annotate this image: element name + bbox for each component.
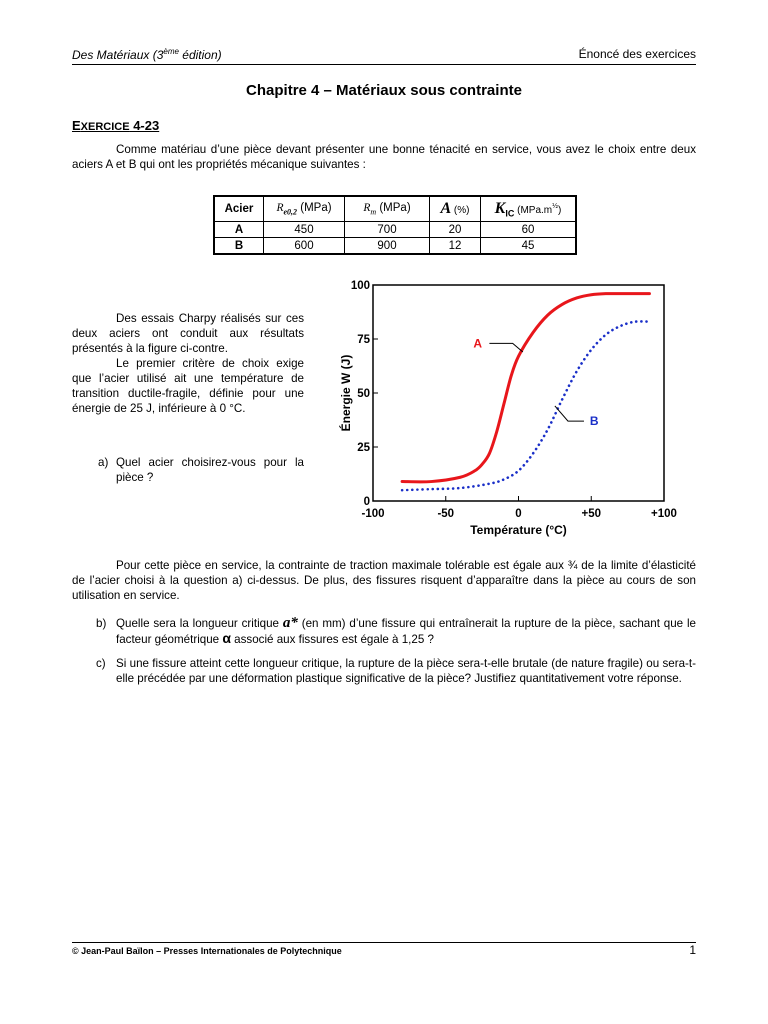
header-book-title: Des Matériaux (3ème édition)	[72, 47, 222, 62]
question-b-label: b)	[96, 617, 107, 630]
y-tick-label: 100	[350, 280, 370, 292]
service-paragraph: Pour cette pièce en service, la contrainte de traction maximale tolérable est égale aux ¾ de la limite d’élasticité de l’acier choisi à la question a) ci-dessus. De plus, des fissures risquent d’apparaître dans la pièce au cours de son utilisation en service.	[72, 559, 696, 602]
page-number: 1	[689, 943, 696, 957]
x-tick-label: 0	[515, 508, 522, 520]
x-tick-label: +100	[651, 508, 677, 520]
charpy-paragraph-2: Le premier critère de choix exige que l’acier utilisé ait une température de transition ductile-fragile, définie pour une énergie de 25 J, inférieure à 0 °C.	[72, 357, 304, 415]
question-c-label: c)	[96, 657, 106, 670]
col-header-tensile: $R_m$ (MPa)	[345, 196, 430, 222]
cell-steel: A	[214, 222, 264, 238]
cell-elongation: 12	[430, 238, 481, 255]
cell-tensile: 900	[345, 238, 430, 255]
y-tick-label: 0	[363, 496, 370, 508]
plot-frame	[373, 285, 664, 501]
y-axis-label: Énergie W (J)	[339, 354, 353, 432]
col-header-elongation: A (%)	[430, 196, 481, 222]
cell-yield: 450	[264, 222, 345, 238]
series-b-line	[402, 321, 649, 490]
cell-toughness: 60	[481, 222, 577, 238]
col-header-yield: $R_{e0,2}$ (MPa)	[264, 196, 345, 222]
x-tick-label: +50	[581, 508, 602, 520]
cell-elongation: 20	[430, 222, 481, 238]
series-b-label: B	[589, 414, 599, 429]
table-row	[214, 238, 576, 255]
intro-paragraph: Comme matériau d’une pièce devant présenter une bonne ténacité en service, vous avez le choix entre deux aciers A et B qui ont les propriétés mécanique suivantes :	[72, 143, 696, 171]
header-section: Énoncé des exercices	[578, 47, 696, 61]
charpy-chart	[330, 275, 700, 543]
y-tick-label: 75	[357, 334, 370, 346]
table-row	[214, 222, 576, 238]
y-tick-label: 25	[357, 442, 370, 454]
x-tick-label: -100	[361, 508, 385, 520]
x-axis-label: Température (°C)	[470, 523, 567, 537]
charpy-text	[72, 311, 304, 416]
y-tick-label: 50	[357, 388, 370, 400]
critical-length-symbol: a*	[282, 615, 298, 631]
chapter-title: Chapitre 4 – Matériaux sous contrainte	[246, 82, 522, 99]
col-header-toughness: $K_{IC}$ $(MPa.m^{\frac{1}{2}})$	[481, 196, 577, 222]
cell-steel: B	[214, 238, 264, 255]
exercise-title: EXERCICE 4-23	[72, 118, 160, 133]
alpha-symbol: α	[222, 630, 231, 646]
cell-tensile: 700	[345, 222, 430, 238]
x-tick-label: -50	[437, 508, 455, 520]
footer-copyright: © Jean-Paul Baïlon – Presses Internationales de Polytechnique	[72, 946, 342, 956]
series-a-line	[402, 294, 649, 482]
cell-yield: 600	[264, 238, 345, 255]
col-header-steel: Acier	[214, 196, 264, 222]
table-header-row	[214, 196, 576, 222]
question-a-label: a)	[98, 456, 109, 469]
question-c-text: Si une fissure atteint cette longueur critique, la rupture de la pièce sera-t-elle brutale (de nature fragile) ou sera-t-elle précédée par une déformation plastique significative de la pièce? Justifiez quantitativement votre réponse.	[116, 657, 696, 685]
charpy-paragraph-1: Des essais Charpy réalisés sur ces deux aciers ont conduit aux résultats présentés à la figure ci-contre.	[72, 312, 304, 355]
series-b-leader	[555, 406, 584, 421]
footer-rule	[72, 942, 696, 943]
properties-table	[213, 195, 577, 255]
series-a-label: A	[473, 336, 483, 351]
cell-toughness: 45	[481, 238, 577, 255]
question-b-text: Quelle sera la longueur critique a* (en mm) d’une fissure qui entraînerait la rupture de la pièce, sachant que le facteur géométrique α associé aux fissures est égale à 1,25 ?	[116, 615, 696, 646]
header-rule	[72, 64, 696, 65]
question-a-text: Quel acier choisirez-vous pour la pièce ?	[116, 456, 304, 484]
series-a-leader	[489, 343, 522, 352]
